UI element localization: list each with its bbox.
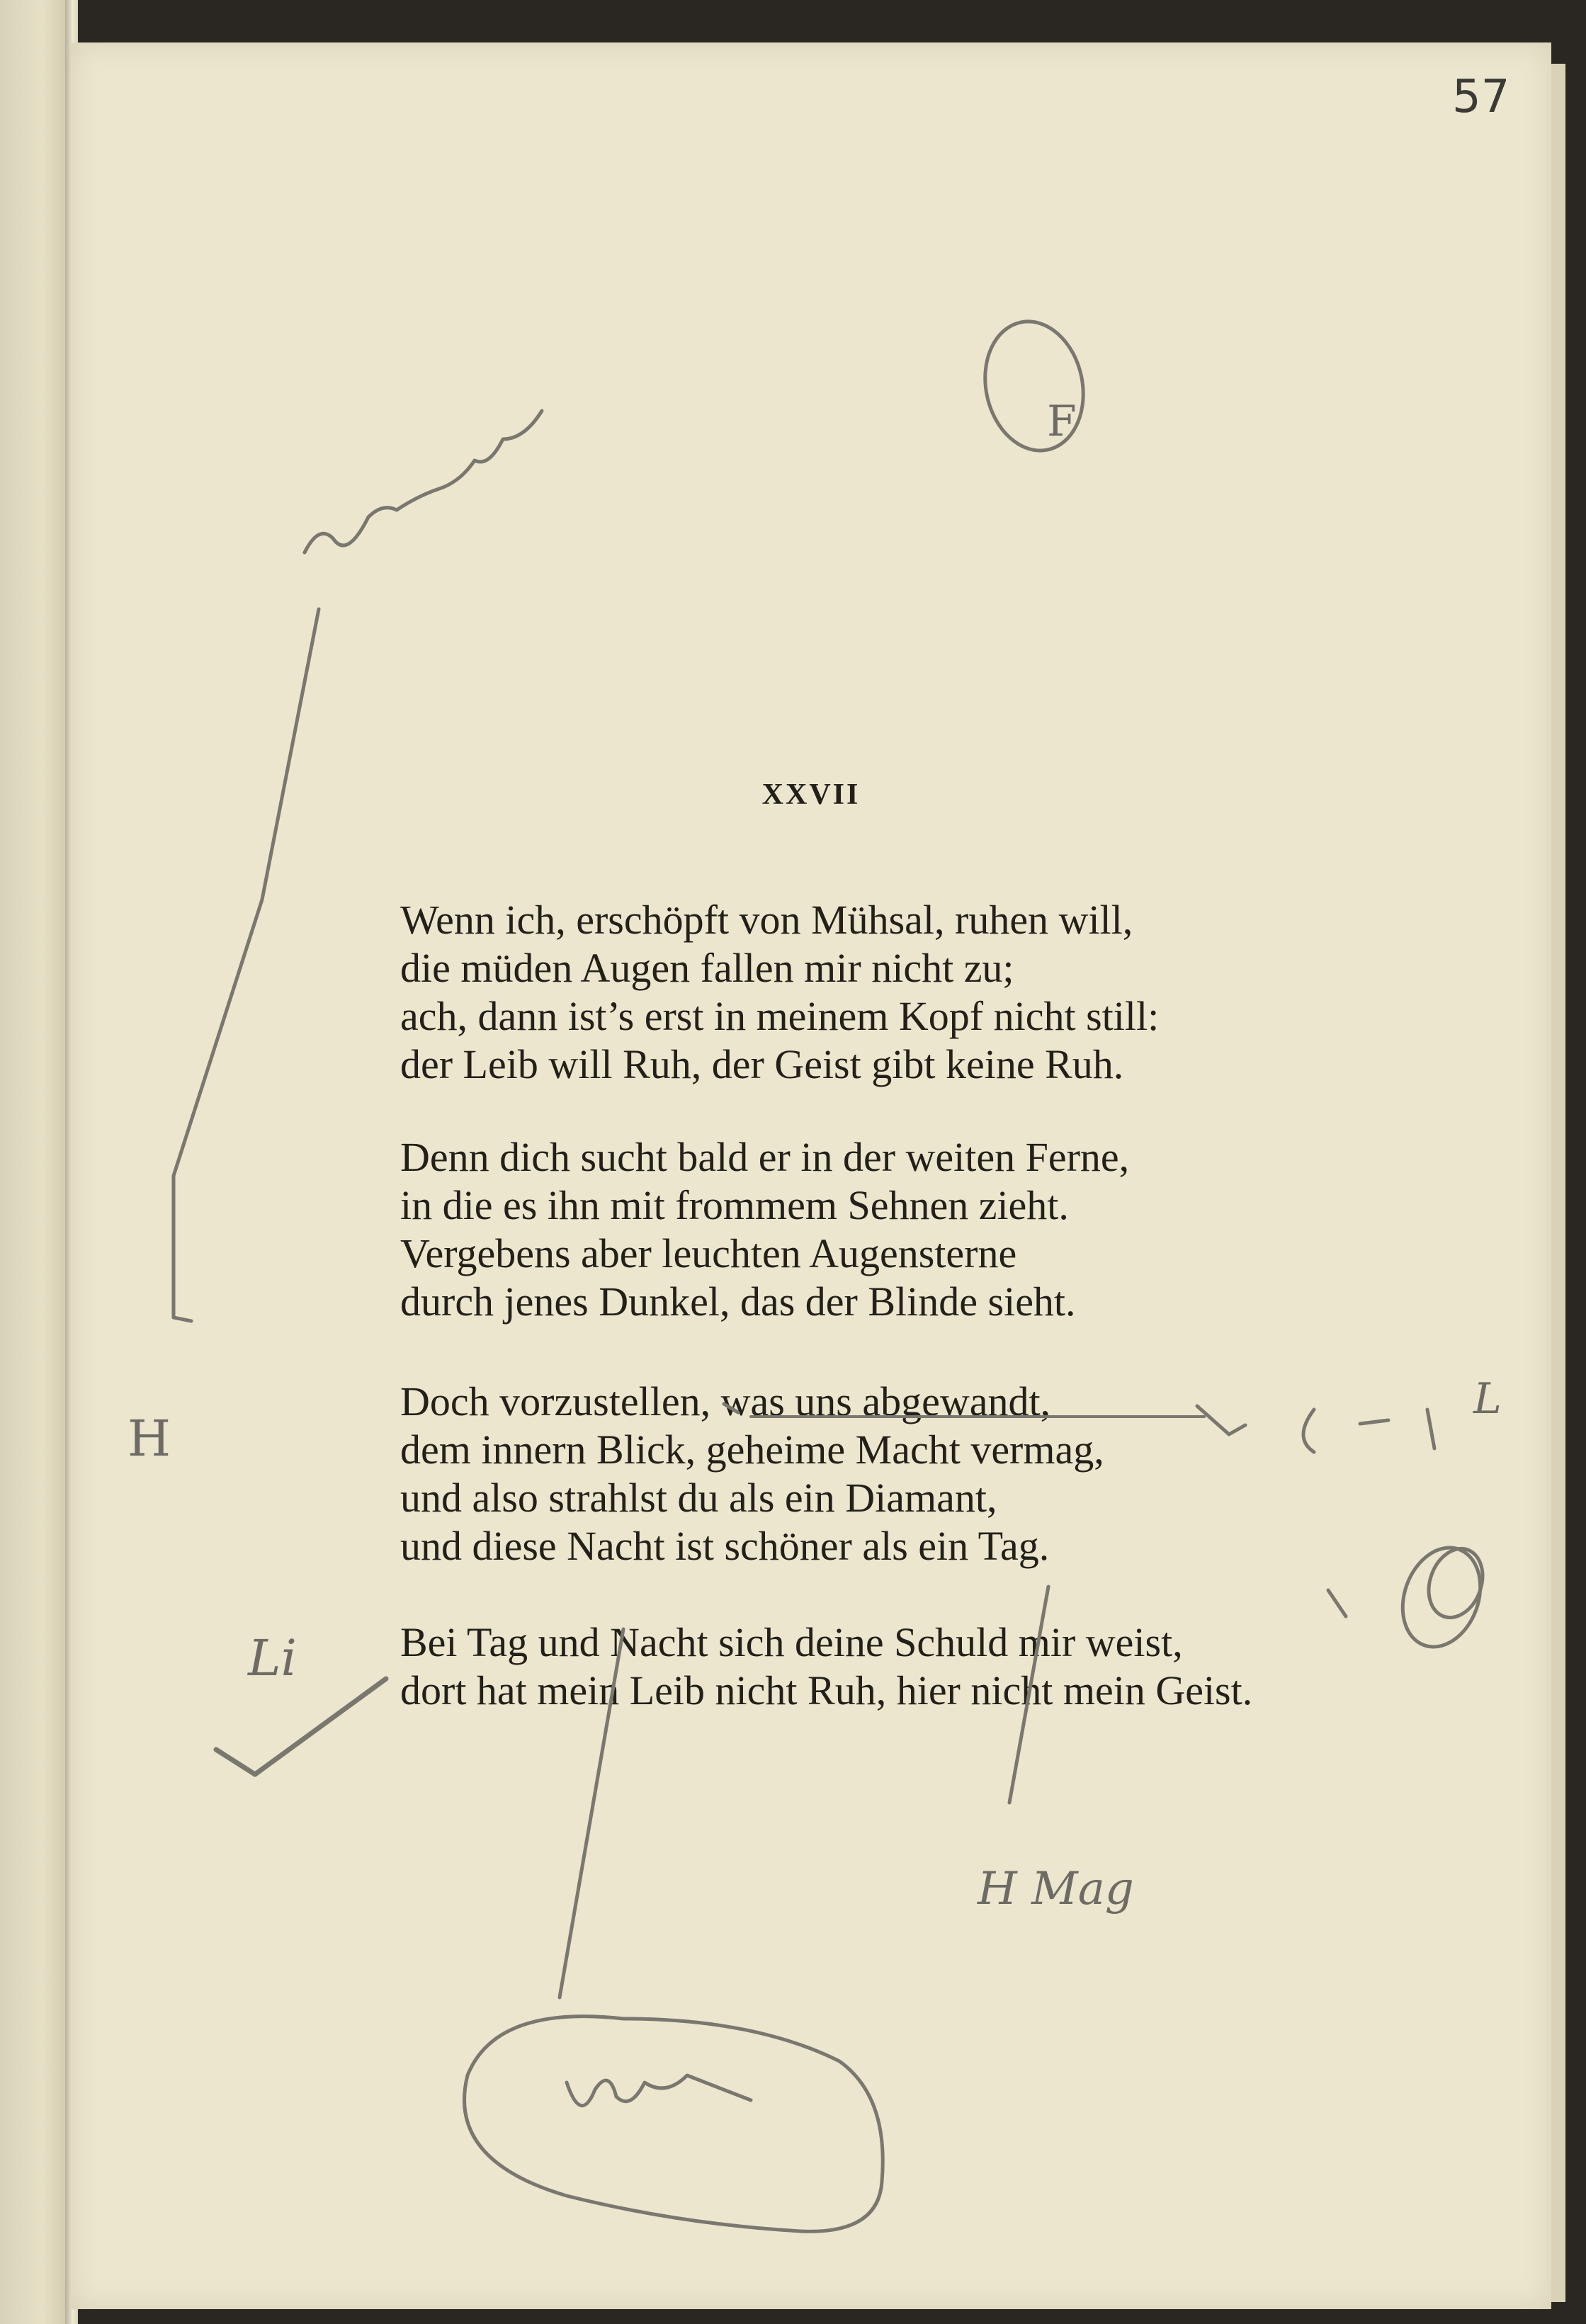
pencil-mark-l: L [1473,1374,1502,1424]
poem-line: Denn dich sucht bald er in der weiten Ferne, [400,1134,1130,1180]
poem-line: Vergebens aber leuchten Augensterne [400,1230,1017,1276]
margin-bracket-line [174,609,319,1321]
pencil-mark-f: F [1047,397,1077,446]
poem-line: dort hat mein Leib nicht Ruh, hier nicht mein Geist. [400,1667,1253,1713]
insert-slash [1328,1590,1346,1616]
stroke-line [1009,1587,1048,1803]
poem-line: dem innern Blick, geheime Macht vermag, [400,1427,1104,1473]
poem-line: der Leib will Ruh, der Geist gibt keine Ruh. [400,1041,1124,1087]
stroke-line [560,1629,623,1997]
poem-line: Bei Tag und Nacht sich deine Schuld mir weist, [400,1619,1183,1665]
poem-line: Wenn ich, erschöpft von Mühsal, ruhen will, [400,897,1133,943]
dash-mark [1360,1420,1388,1424]
poem-line: und also strahlst du als ein Diamant, [400,1475,997,1521]
loop-mark [465,2017,883,2232]
pencil-mark-h-mag: H Mag [978,1863,1134,1915]
pencil-mark-li: Li [248,1629,297,1687]
insert-caret [1197,1406,1245,1434]
insert-caret [724,1404,738,1412]
poem-line: durch jenes Dunkel, das der Blinde sieht. [400,1279,1076,1325]
scribble-marginal-note [305,411,542,552]
scribble-note [567,2075,751,2106]
page-number: 57 [1452,71,1510,123]
paren-mark [1303,1410,1314,1452]
check-mark [216,1679,386,1774]
stroke-line [1427,1410,1434,1449]
poem-heading: XXVII [761,778,861,811]
poem-line: die müden Augen fallen mir nicht zu; [400,945,1014,991]
pencil-mark-h: H [128,1410,171,1468]
circle-mark [973,312,1094,460]
poem-line: in die es ihn mit frommem Sehnen zieht. [400,1182,1069,1228]
poem-line: und diese Nacht ist schöner als ein Tag. [400,1523,1050,1569]
poem-line: ach, dann ist’s erst in meinem Kopf nicht still: [400,993,1160,1039]
poem-line: Doch vorzustellen, was uns abgewandt, [400,1378,1051,1424]
